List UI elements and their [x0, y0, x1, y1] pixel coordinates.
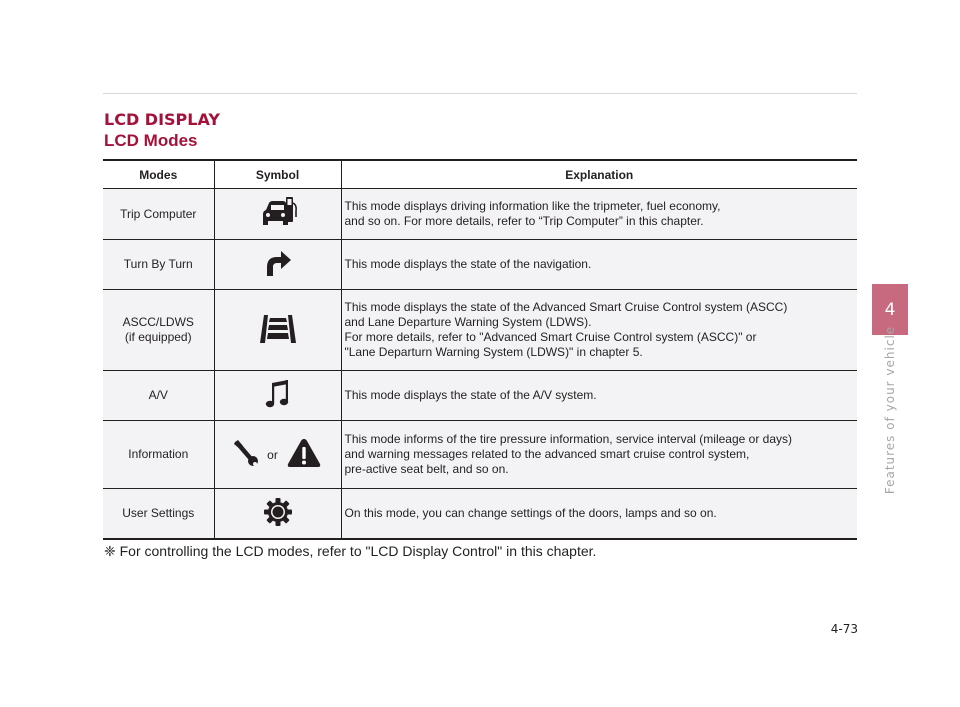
mode-label: Trip Computer [120, 206, 197, 221]
explanation-line: This mode displays driving information like the tripmeter, fuel economy, [344, 199, 721, 213]
explanation-line: For more details, refer to "Advanced Smart Cruise Control system (ASCC)" or [344, 330, 757, 344]
explanation-line: This mode displays the state of the navigation. [344, 257, 592, 271]
explanation-line: and Lane Departure Warning System (LDWS). [344, 315, 592, 329]
chapter-title: Features of your vehicle [883, 325, 897, 495]
explanation-line: On this mode, you can change settings of the doors, lamps and so on. [344, 505, 717, 520]
music-note-icon [264, 399, 292, 413]
wrench-icon [233, 439, 259, 470]
mode-label: A/V [148, 388, 168, 402]
mode-label: ASCC/LDWS [122, 315, 194, 329]
explanation-cell [341, 421, 857, 489]
explanation-line: "Lane Departurn Warning System (LDWS)" in chapter 5. [344, 345, 643, 359]
mode-cell [103, 489, 214, 539]
footnote: ❈ For controlling the LCD modes, refer to "LCD Display Control" in this chapter. [104, 543, 597, 559]
symbol-separator: or [267, 447, 278, 462]
mode-cell [103, 189, 214, 240]
mode-label: Turn By Turn [123, 257, 193, 271]
warning-triangle-icon [286, 437, 322, 472]
page-subtitle: LCD Modes [104, 131, 198, 150]
explanation-line: This mode informs of the tire pressure information, service interval (mileage or days) [344, 432, 793, 446]
symbol-cell [214, 290, 341, 371]
explanation-line: and warning messages related to the advanced smart cruise control system, [344, 447, 750, 461]
symbol-cell [214, 240, 341, 290]
explanation-cell [341, 189, 857, 240]
column-header-explanation: Explanation [341, 160, 857, 189]
table-row [103, 290, 857, 371]
section-title: LCD DISPLAY [104, 110, 220, 129]
mode-cell [103, 421, 214, 489]
trip-computer-icon [258, 220, 298, 234]
lcd-modes-table [103, 159, 857, 540]
mode-label: Information [128, 447, 189, 461]
explanation-line: and so on. For more details, refer to “Trip Computer” in this chapter. [344, 214, 704, 228]
mode-note: (if equipped) [124, 330, 192, 344]
explanation-cell [341, 240, 857, 290]
column-header-symbol: Symbol [214, 160, 341, 189]
mode-label: User Settings [122, 505, 195, 520]
turn-arrow-icon [262, 267, 294, 281]
explanation-line: This mode displays the state of the Advanced Smart Cruise Control system (ASCC) [344, 300, 788, 314]
lane-icon [256, 335, 300, 349]
symbol-cell [214, 189, 341, 240]
explanation-cell [341, 290, 857, 371]
explanation-cell [341, 371, 857, 421]
mode-cell [103, 371, 214, 421]
explanation-line: This mode displays the state of the A/V system. [344, 388, 597, 402]
mode-cell [103, 290, 214, 371]
chapter-number: 4 [884, 299, 896, 320]
gear-icon [263, 516, 293, 530]
table-row [103, 240, 857, 290]
symbol-group [233, 437, 322, 472]
table-row [103, 421, 857, 489]
table-row [103, 489, 857, 539]
symbol-cell [214, 371, 341, 421]
column-header-modes: Modes [103, 160, 214, 189]
symbol-cell [214, 421, 341, 489]
page-number: 4-73 [830, 622, 858, 636]
table-row [103, 189, 857, 240]
header-rule [103, 93, 857, 94]
table-header-row [103, 160, 857, 189]
symbol-cell [214, 489, 341, 539]
table-row [103, 371, 857, 421]
mode-cell [103, 240, 214, 290]
explanation-cell [341, 489, 857, 539]
explanation-line: pre-active seat belt, and so on. [344, 462, 509, 476]
